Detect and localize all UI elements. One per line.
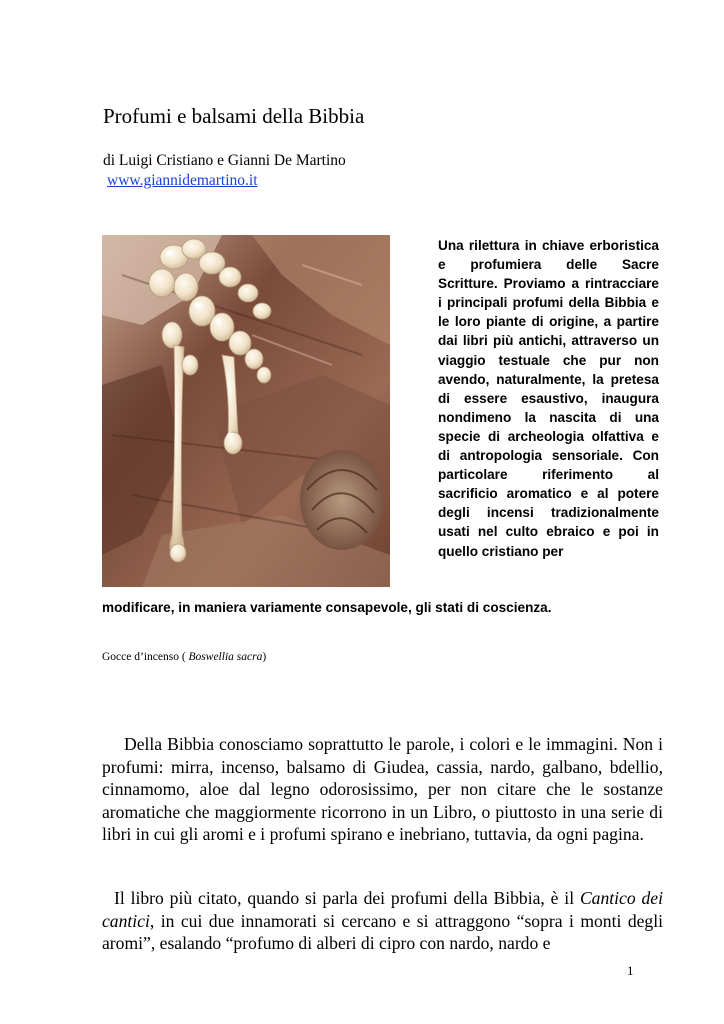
body-paragraph-2: [102, 887, 663, 955]
page-number: 1: [627, 963, 634, 978]
body-paragraph-1-text: Della Bibbia conosciamo soprattutto le parole, i colori e le immagini. Non i profumi: mirra, incenso, balsamo di Giudea, cassia, nardo, galbano, bdellio, cinnamomo, aloe dal legno odorosissimo, per non citare che le sostanze aromatiche che maggiormente ricorrono in un Libro, o piuttosto in una serie di libri in cui gli aromi e i profumi spirano e inebriano, tuttavia, da ogni pagina.: [102, 734, 663, 845]
intro-abstract: Una rilettura in chiave erboristica e profumiera delle Sacre Scritture. Proviamo a rintracciare i principali profumi della Bibbia e le loro piante di origine, a partire dai libri più antichi, attraverso un viaggio testuale che pur non avendo, naturalmente, la pretesa di essere esaustivo, inaugura nondimeno la nascita di una specie di archeologia olfattiva e di antropologia sensoriale. Con particolare riferimento al sacrificio aromatico e al potere degli incensi tradizionalmente usati nel culto ebraico e poi in quello cristiano per: [438, 238, 659, 559]
body-paragraph-1: [102, 733, 663, 846]
photo-caption: [102, 651, 266, 663]
intro-abstract-end: modificare, in maniera variamente consapevole, gli stati di coscienza.: [102, 600, 552, 615]
caption-text: Gocce d’incenso (: [102, 651, 189, 663]
book-title-italic: Cantico dei cantici: [102, 888, 663, 931]
caption-species: Boswellia sacra: [188, 651, 263, 663]
body-paragraph-2-after: , in cui due innamorati si cercano e si attraggono “sopra i monti degli aromi”, esalando “profumo di alberi di cipro con nardo, nardo e: [102, 910, 663, 954]
resin-drops-illustration: [102, 235, 390, 587]
incense-resin-photo: [102, 235, 390, 587]
body-paragraph-2-before: Il libro più citato, quando si parla dei profumi della Bibbia, è il: [114, 888, 580, 908]
website-link[interactable]: www.giannidemartino.it: [107, 172, 258, 189]
authors-line: di Luigi Cristiano e Gianni De Martino: [103, 152, 346, 169]
document-title: Profumi e balsami della Bibbia: [103, 104, 365, 128]
caption-close: ): [262, 651, 267, 663]
